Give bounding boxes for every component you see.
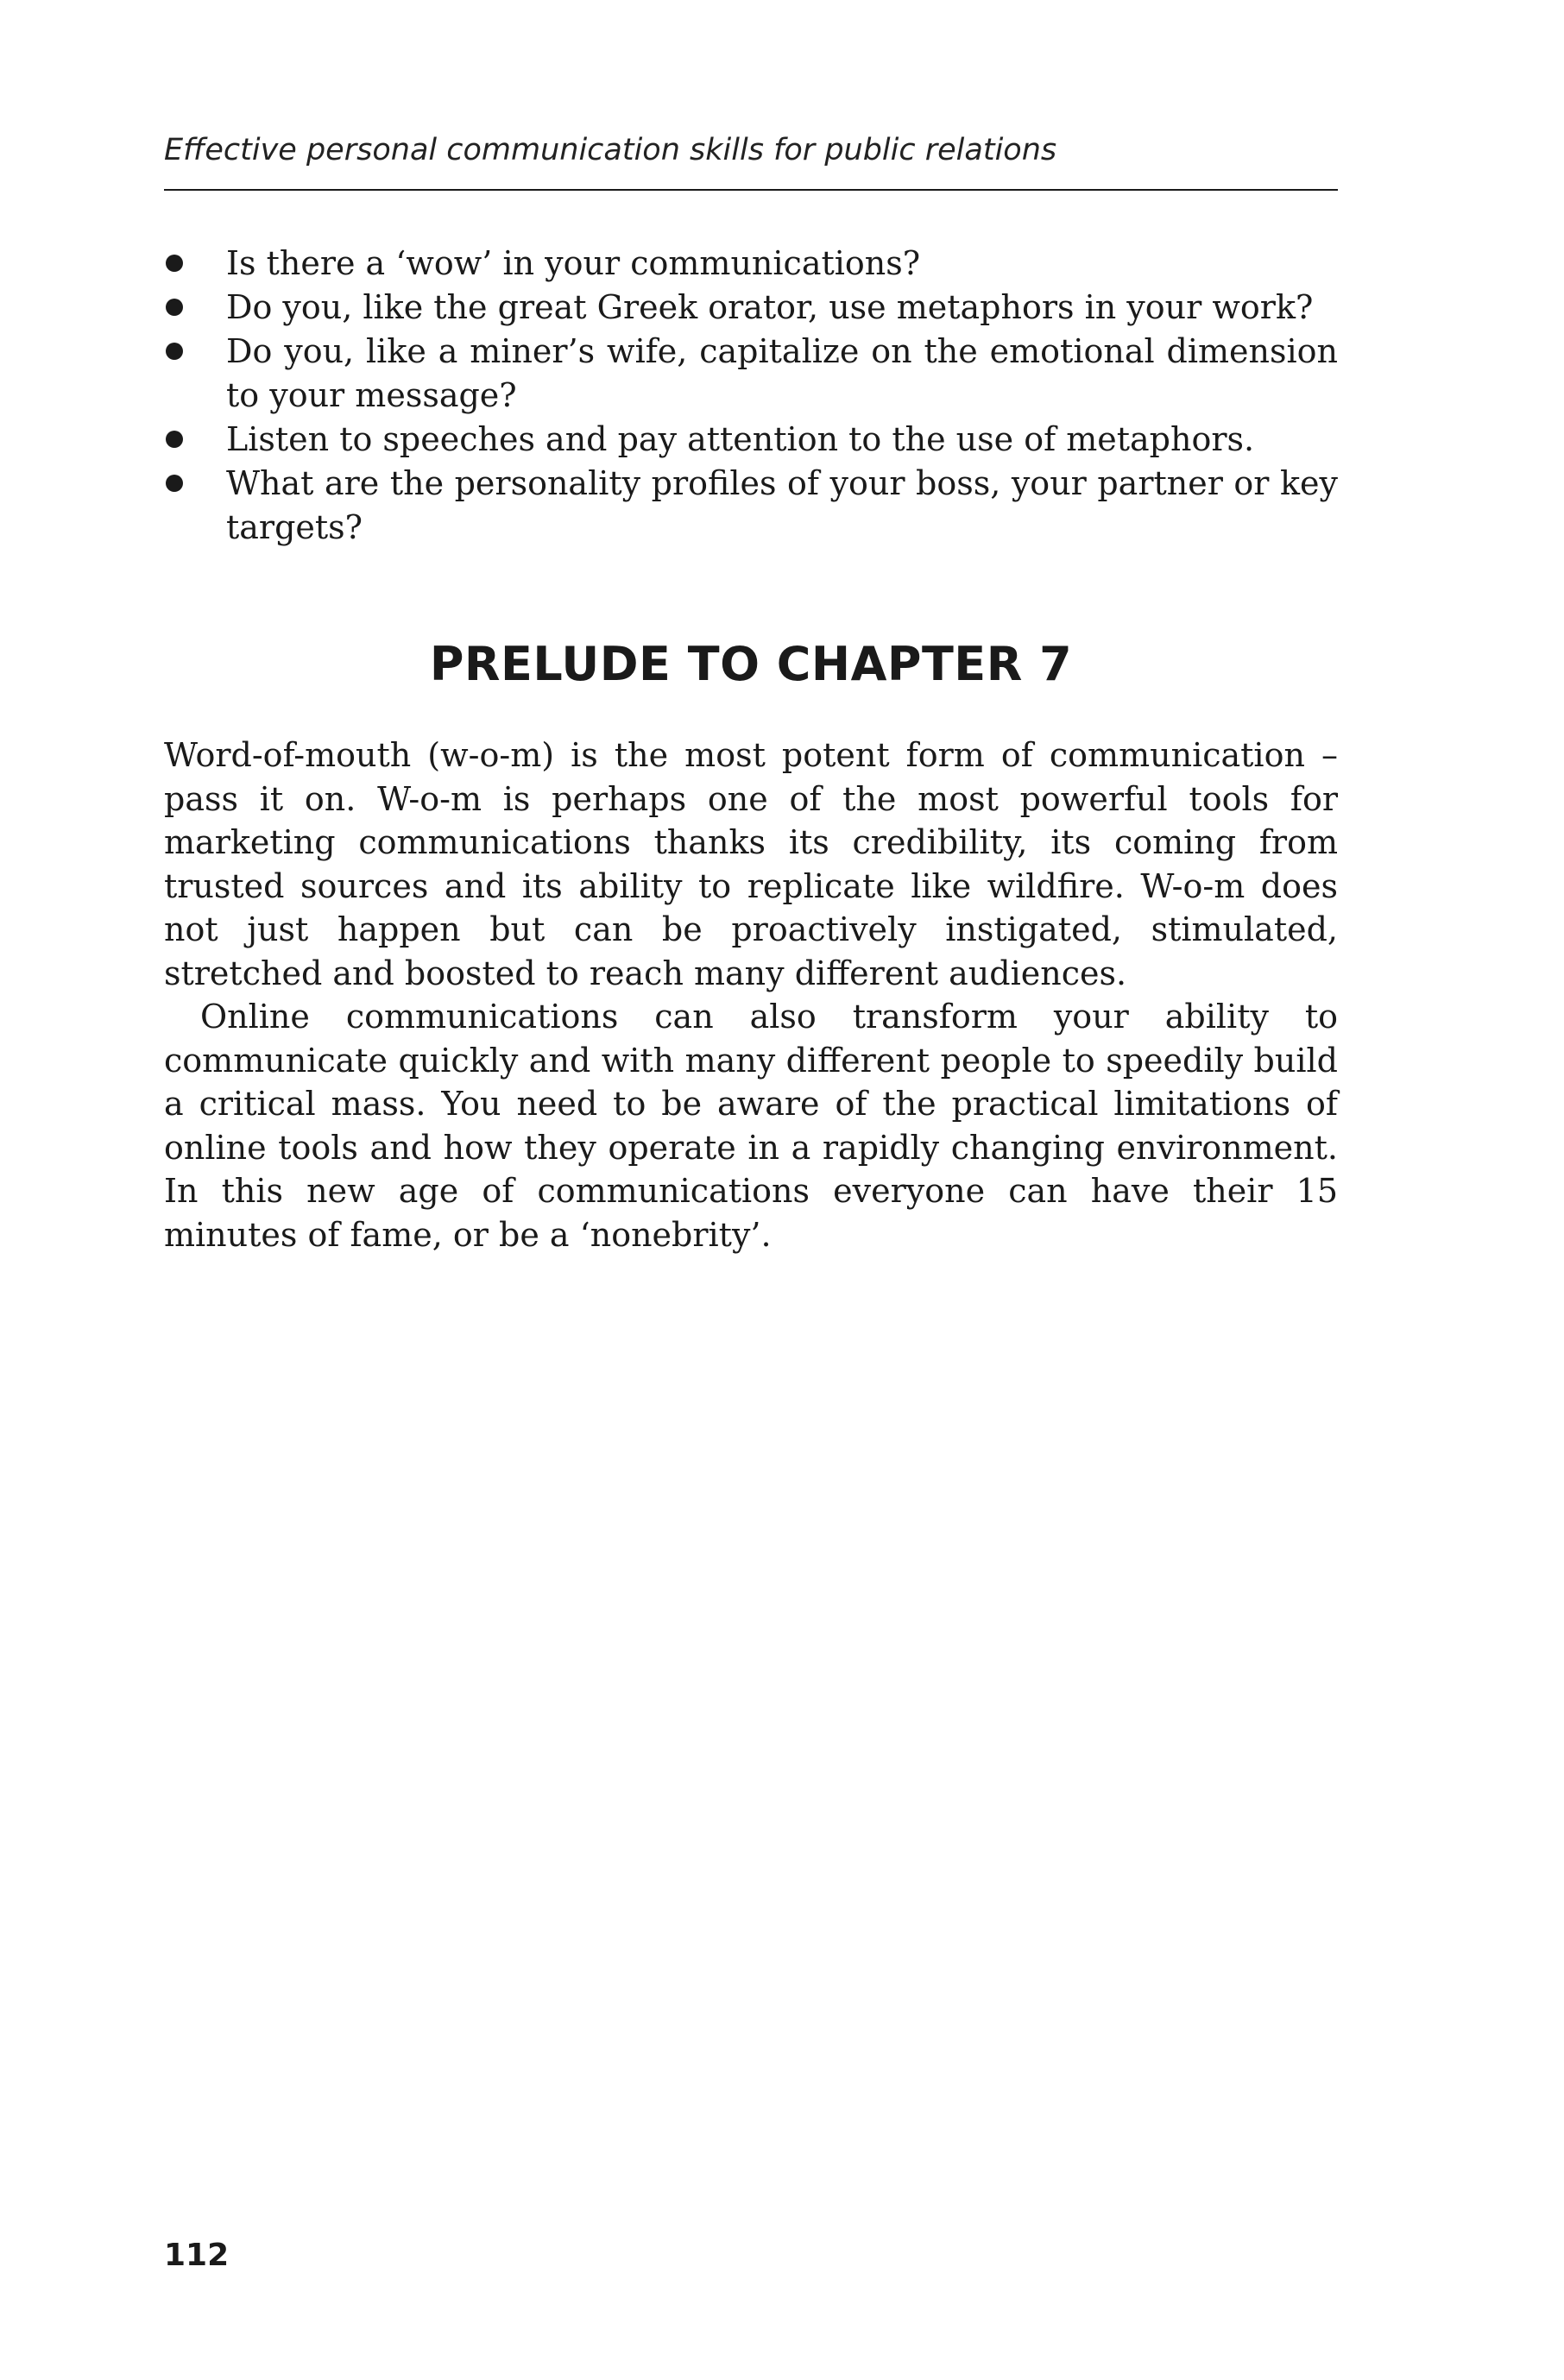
page-number: 112 [164, 2238, 230, 2273]
list-item-text: What are the personality profiles of your boss, your partner or key targets? [226, 464, 1338, 546]
chapter-title: PRELUDE TO CHAPTER 7 [429, 637, 1073, 691]
list-item-text: Is there a ‘wow’ in your communications? [226, 244, 921, 282]
list-item [164, 286, 1338, 330]
bullet-icon [166, 343, 183, 360]
bullet-icon [166, 431, 183, 448]
paragraph: Word-of-mouth (w-o-m) is the most potent form of communication – pass it on. W-o-m is perhaps one of the most powerful tools for marketing communications thanks its credibility, its coming from trusted sources and its ability to replicate like wildfire. W-o-m does not just happen but can be proactively instigated, stimulated, stretched and boosted to reach many different audiences. [164, 736, 1338, 992]
header-divider [164, 189, 1338, 191]
list-item [164, 418, 1338, 462]
list-item [164, 242, 1338, 286]
running-head: Effective personal communication skills for public relations [164, 133, 1057, 167]
paragraph: Online communications can also transform your ability to communicate quickly and with many different people to speedily build a critical mass. You need to be aware of the practical limitations of online tools and how they operate in a rapidly changing environment. In this new age of communications everyone can have their 15 minutes of fame, or be a ‘nonebrity’. [164, 998, 1338, 1254]
list-item-text: Listen to speeches and pay attention to the use of metaphors. [226, 420, 1255, 458]
list-item-text: Do you, like a miner’s wife, capitalize on the emotional dimension to your message? [226, 332, 1338, 414]
body-text [164, 734, 1338, 1256]
bullet-icon [166, 475, 183, 492]
bullet-icon [166, 299, 183, 316]
list-item-text: Do you, like the great Greek orator, use metaphors in your work? [226, 288, 1314, 326]
list-item [164, 462, 1338, 550]
bullet-icon [166, 255, 183, 272]
list-item [164, 330, 1338, 418]
bullet-list [164, 242, 1338, 550]
